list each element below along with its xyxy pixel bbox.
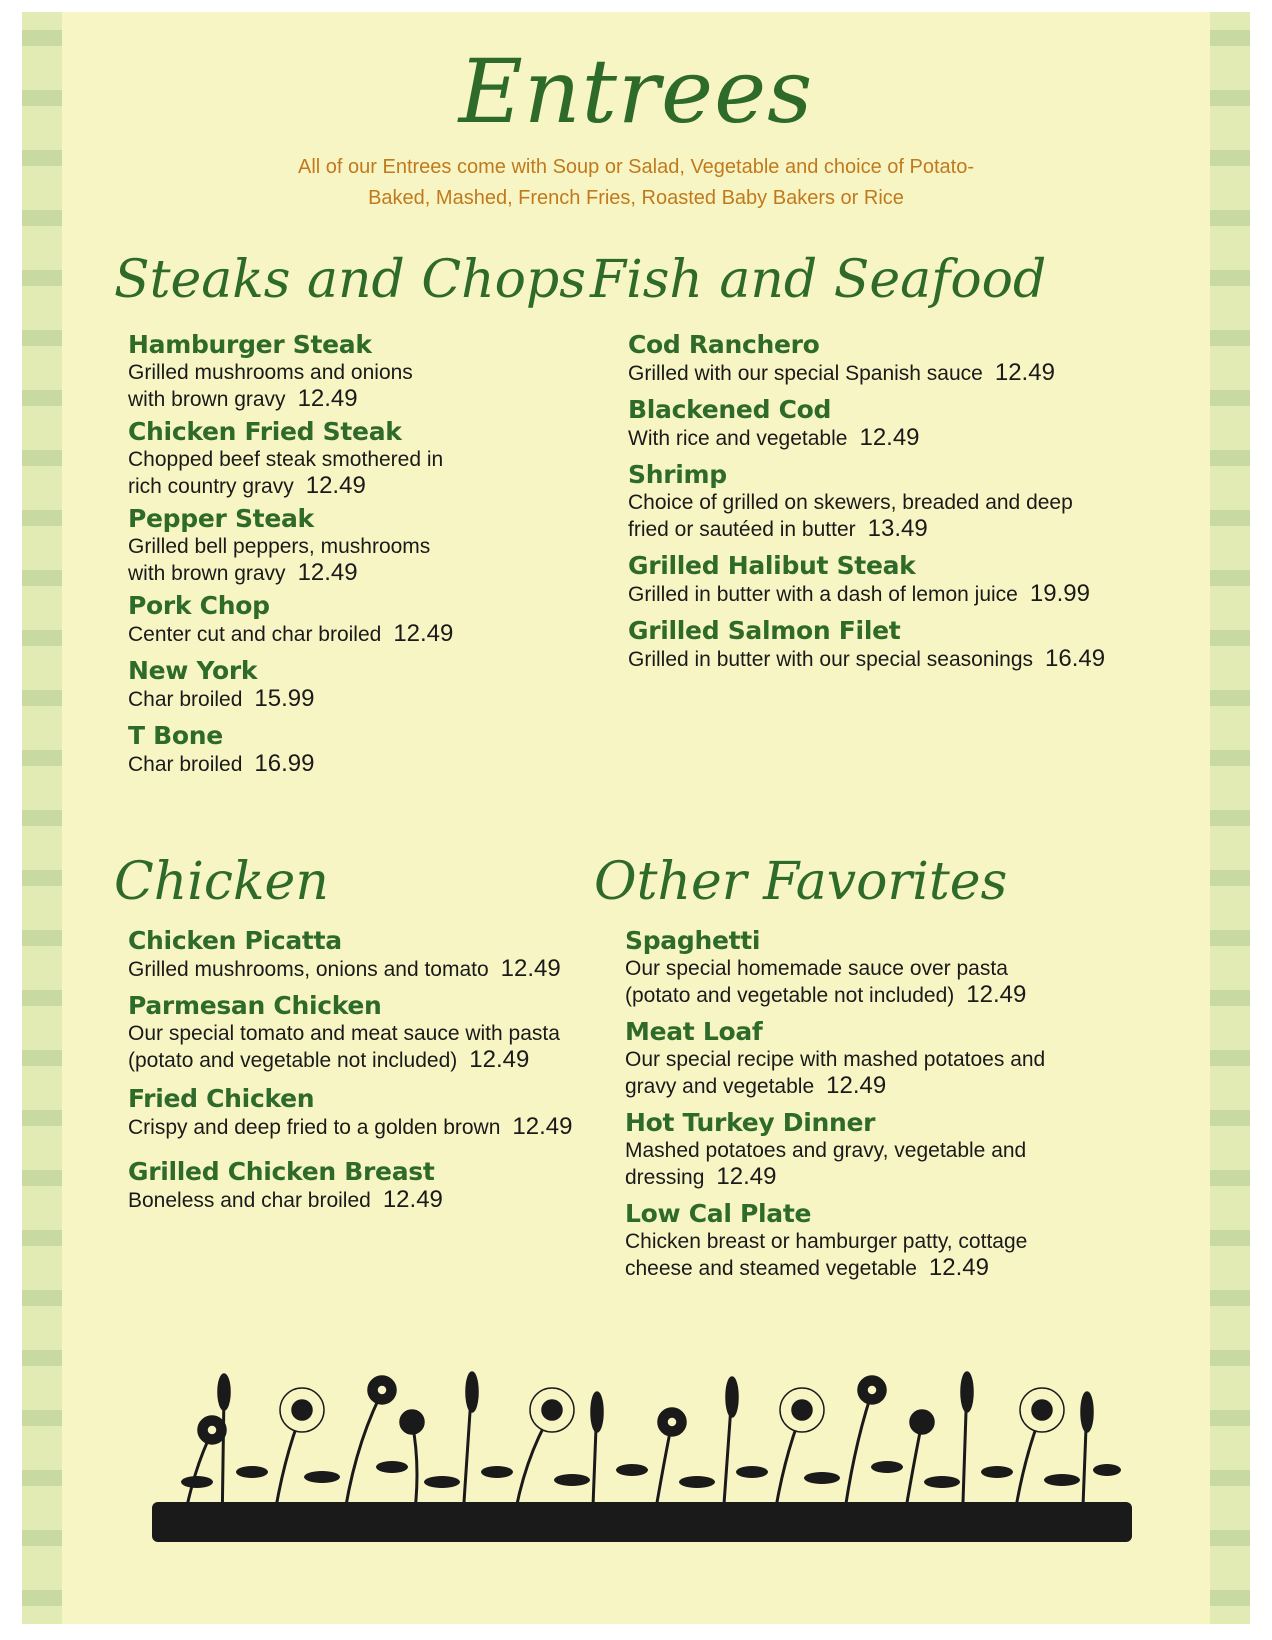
item-name: Pork Chop <box>128 591 270 620</box>
item-name: Spaghetti <box>625 926 761 955</box>
item-description <box>628 646 1168 673</box>
item-description <box>625 1073 1145 1100</box>
item-name: Shrimp <box>628 460 727 489</box>
item-description <box>128 560 608 587</box>
menu-page <box>62 12 1210 1624</box>
item-name: Low Cal Plate <box>625 1199 812 1228</box>
item-price: 12.49 <box>469 1046 530 1073</box>
item-price: 12.49 <box>966 981 1027 1008</box>
item-name: Pepper Steak <box>128 504 314 533</box>
right-border-pattern <box>1210 12 1250 1624</box>
item-name: Blackened Cod <box>628 395 832 424</box>
wildflower-border-illustration <box>152 1352 1132 1542</box>
menu-item <box>128 330 608 413</box>
item-description <box>128 686 608 713</box>
item-description <box>128 956 628 983</box>
menu-item <box>625 926 1145 1009</box>
subtitle-line-2: Baked, Mashed, French Fries, Roasted Baby Bakers or Rice <box>368 187 904 209</box>
item-description-line2: dressing <box>625 1166 705 1189</box>
item-description <box>128 1047 628 1074</box>
item-name: Hamburger Steak <box>128 330 372 359</box>
item-description <box>628 581 1168 608</box>
item-description <box>128 386 608 413</box>
item-description <box>625 1255 1145 1282</box>
item-description-line1: Center cut and char broiled <box>128 623 382 646</box>
item-name: Grilled Salmon Filet <box>628 616 901 645</box>
item-name: Fried Chicken <box>128 1084 315 1113</box>
item-name: Chicken Fried Steak <box>128 417 402 446</box>
item-description-line2: rich country gravy <box>128 475 294 498</box>
item-price: 15.99 <box>254 685 315 712</box>
item-description <box>128 1187 628 1214</box>
item-name: T Bone <box>128 721 223 750</box>
menu-item <box>128 591 608 648</box>
item-description <box>128 751 608 778</box>
item-description <box>625 982 1145 1009</box>
fish-list <box>628 330 1168 673</box>
item-price: 12.49 <box>382 1186 443 1213</box>
subtitle-line-1: All of our Entrees come with Soup or Salad, Vegetable and choice of Potato- <box>298 156 974 178</box>
other-list <box>625 926 1145 1282</box>
menu-item <box>628 395 1168 452</box>
menu-item <box>128 991 628 1074</box>
item-price: 13.49 <box>867 515 928 542</box>
item-description: Our special homemade sauce over pasta <box>625 957 1008 980</box>
item-price: 12.49 <box>305 472 366 499</box>
item-description-line1: With rice and vegetable <box>628 427 848 450</box>
item-description <box>128 621 608 648</box>
item-description: Chopped beef steak smothered in <box>128 448 444 471</box>
item-price: 12.49 <box>826 1072 887 1099</box>
item-price: 12.49 <box>393 620 454 647</box>
chicken-list <box>128 926 628 1214</box>
item-description-line2: fried or sautéed in butter <box>628 518 856 541</box>
section-heading-other: Other Favorites <box>594 852 1008 912</box>
item-price: 12.49 <box>297 385 358 412</box>
item-description-line1: Grilled mushrooms, onions and tomato <box>128 958 489 981</box>
item-name: New York <box>128 656 258 685</box>
item-description: Grilled mushrooms and onions <box>128 361 413 384</box>
item-description-line1: Crispy and deep fried to a golden brown <box>128 1116 501 1139</box>
item-price: 16.99 <box>254 750 315 777</box>
menu-item <box>128 417 608 500</box>
item-description: Our special recipe with mashed potatoes and <box>625 1048 1046 1071</box>
item-name: Parmesan Chicken <box>128 991 382 1020</box>
subtitle <box>62 152 1210 214</box>
steaks-list <box>128 330 608 778</box>
menu-item <box>128 504 608 587</box>
item-description-line2: with brown gravy <box>128 388 286 411</box>
item-description-line2: (potato and vegetable not included) <box>128 1049 458 1072</box>
item-description <box>628 360 1168 387</box>
item-description-line2: (potato and vegetable not included) <box>625 984 955 1007</box>
item-price: 12.49 <box>297 559 358 586</box>
item-description: Chicken breast or hamburger patty, cottage <box>625 1230 1028 1253</box>
item-description: Grilled bell peppers, mushrooms <box>128 535 431 558</box>
menu-item <box>628 551 1168 608</box>
item-price: 19.99 <box>1029 580 1090 607</box>
page-title: Entrees <box>458 40 814 143</box>
item-description-line2: cheese and steamed vegetable <box>625 1257 917 1280</box>
item-description-line1: Char broiled <box>128 688 243 711</box>
item-description-line1: Char broiled <box>128 753 243 776</box>
item-name: Chicken Picatta <box>128 926 342 955</box>
item-name: Grilled Chicken Breast <box>128 1157 435 1186</box>
item-price: 12.49 <box>928 1254 989 1281</box>
menu-item <box>128 721 608 778</box>
item-description <box>128 1114 628 1141</box>
menu-item <box>625 1199 1145 1282</box>
section-heading-chicken: Chicken <box>114 852 329 912</box>
item-name: Cod Ranchero <box>628 330 820 359</box>
item-description <box>625 1164 1145 1191</box>
item-description-line1: Grilled in butter with a dash of lemon juice <box>628 583 1018 606</box>
item-price: 12.49 <box>716 1163 777 1190</box>
item-description: Our special tomato and meat sauce with pasta <box>128 1022 560 1045</box>
item-price: 12.49 <box>512 1113 573 1140</box>
item-description-line1: Grilled with our special Spanish sauce <box>628 362 983 385</box>
menu-item <box>128 1084 628 1141</box>
item-description: Mashed potatoes and gravy, vegetable and <box>625 1139 1027 1162</box>
item-name: Meat Loaf <box>625 1017 763 1046</box>
item-name: Hot Turkey Dinner <box>625 1108 876 1137</box>
item-description <box>628 516 1168 543</box>
item-price: 16.49 <box>1045 645 1106 672</box>
menu-item <box>628 616 1168 673</box>
item-price: 12.49 <box>859 424 920 451</box>
menu-item <box>625 1017 1145 1100</box>
menu-item <box>128 1157 628 1214</box>
menu-item <box>628 330 1168 387</box>
menu-item <box>625 1108 1145 1191</box>
item-description-line1: Boneless and char broiled <box>128 1189 371 1212</box>
item-description-line1: Grilled in butter with our special seasonings <box>628 648 1034 671</box>
left-border-pattern <box>22 12 62 1624</box>
item-name: Grilled Halibut Steak <box>628 551 916 580</box>
item-price: 12.49 <box>500 955 561 982</box>
item-description-line2: gravy and vegetable <box>625 1075 815 1098</box>
item-price: 12.49 <box>994 359 1055 386</box>
section-heading-steaks: Steaks and Chops <box>114 250 586 310</box>
menu-item <box>128 926 628 983</box>
menu-item <box>128 656 608 713</box>
menu-item <box>628 460 1168 543</box>
item-description <box>128 473 608 500</box>
item-description <box>628 425 1168 452</box>
item-description: Choice of grilled on skewers, breaded and deep <box>628 491 1073 514</box>
item-description-line2: with brown gravy <box>128 562 286 585</box>
section-heading-fish: Fish and Seafood <box>590 250 1047 310</box>
